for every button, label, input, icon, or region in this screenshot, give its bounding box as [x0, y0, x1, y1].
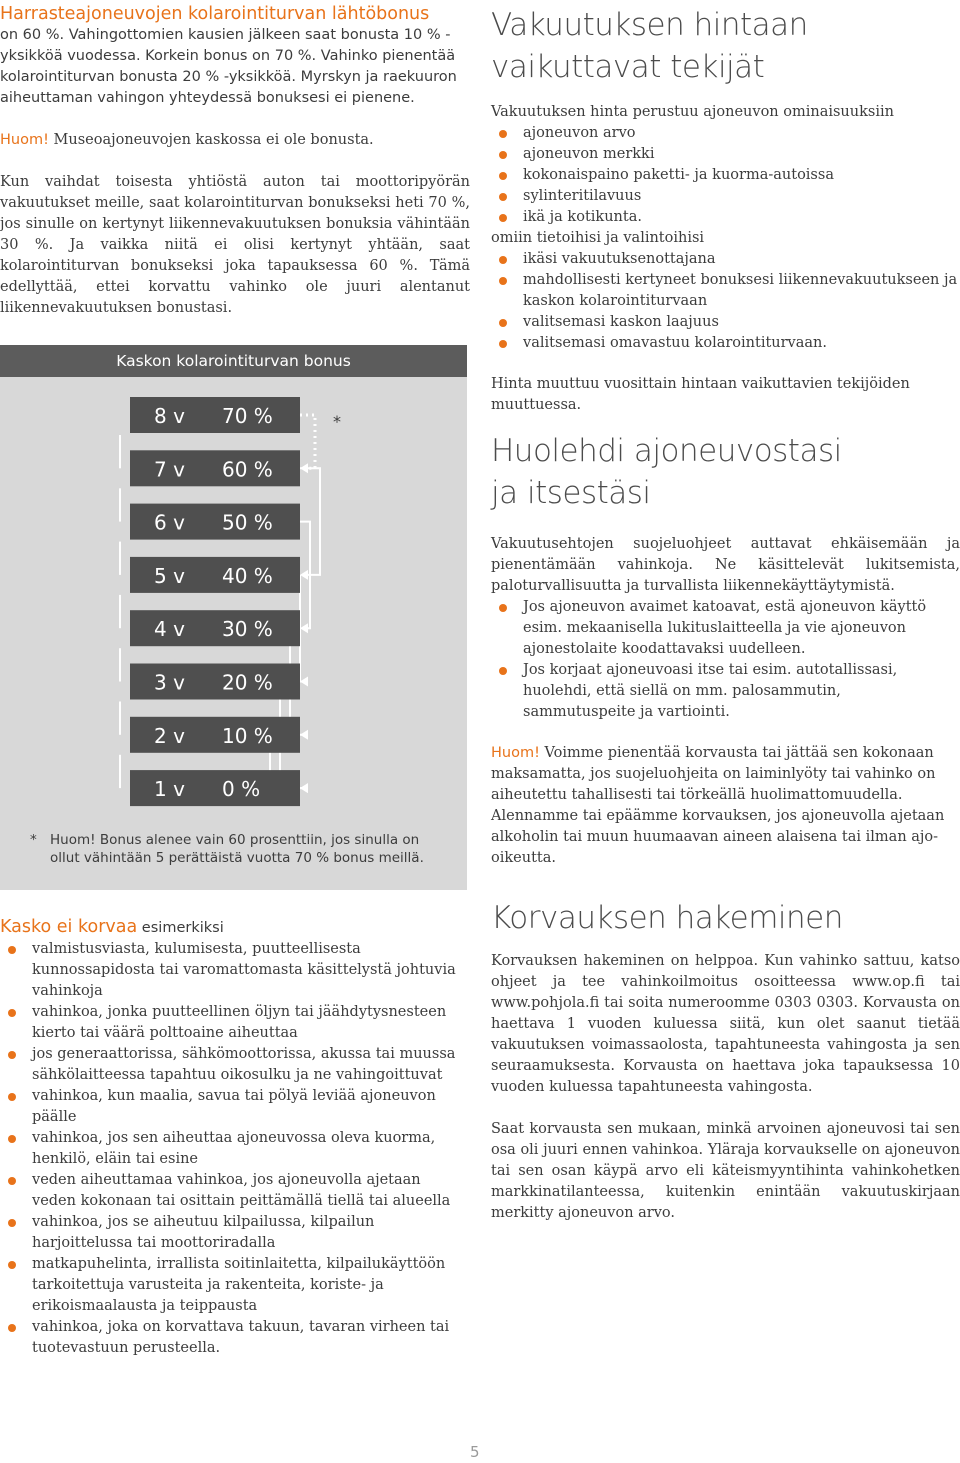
bonus-step-percent: 0 % [222, 777, 261, 802]
kasko-list-item: vahinkoa, jos sen aiheuttaa ajoneuvossa oleva kuorma, henkilö, eläin tai esine [0, 1128, 458, 1170]
kasko-heading-line [0, 917, 470, 939]
care-huom-label: Huom! [491, 745, 540, 761]
personal-factor-item: ikäsi vakuutuksenottajana [491, 249, 960, 270]
care-intro: Vakuutusehtojen suojeluohjeet auttavat ehkäisemään ja pienentämään vahinkoja. Ne käsittelevät lukitsemista, paloturvallisuutta ja turvallista liikennekäyttäytymistä. [491, 536, 960, 594]
chart-title: Kaskon kolarointiturvan bonus [0, 345, 467, 377]
huom-paragraph [0, 130, 470, 151]
bonus-step-years: 7 v [154, 457, 185, 482]
care-heading-line-1: Huolehdi ajoneuvostasi [491, 433, 842, 469]
care-heading [491, 430, 960, 514]
factors-intro: Vakuutuksen hinta perustuu ajoneuvon ominaisuuksiin [491, 104, 894, 120]
personal-intro: omiin tietoihisi ja valintoihisi [491, 230, 705, 246]
vehicle-factor-item: ikä ja kotikunta. [491, 207, 960, 228]
care-list-item: Jos korjaat ajoneuvoasi itse tai esim. autotallissasi, huolehdi, että siellä on mm. palosammutin, sammutuspeite ja vartiointi. [491, 660, 941, 723]
bonus-chart [0, 345, 467, 890]
care-huom-text: Voimme pienentää korvausta tai jättää sen kokonaan maksamatta, jos suojeluohjeita on laiminlyöty tai vahinko on aiheutettu tahallisesti tai törkeällä huolimattomuudella. Alennamme tai epäämme korvauksen, jos ajoneuvolla ajetaan alkoholin tai muun huumaavan aineen alaisena tai ilman ajo-oikeutta. [491, 745, 945, 866]
note-text: Huom! Bonus alenee vain 60 prosenttiin, jos sinulla on ollut vähintään 5 perättäistä vuotta 70 % bonus meillä. [50, 832, 424, 866]
vehicle-factor-item: kokonaispaino paketti- ja kuorma-autoissa [491, 165, 960, 186]
bonus-step-percent: 50 % [222, 510, 273, 535]
huom-text: Museoajoneuvojen kaskossa ei ole bonusta. [48, 132, 374, 148]
bonus-step-percent: 10 % [222, 723, 273, 748]
personal-factor-item: mahdollisesti kertyneet bonuksesi liikennevakuutukseen ja kaskon kolarointiturvaan [491, 270, 960, 312]
huom-label: Huom! [0, 132, 49, 148]
bonus-step-years: 3 v [154, 670, 185, 695]
care-list-item: Jos ajoneuvon avaimet katoavat, estä ajoneuvon käyttö esim. mekaanisella lukituslaitteella ja vie ajoneuvon ajonestolaite koodattavaksi uudelleen. [491, 597, 941, 660]
vehicle-factor-item: ajoneuvon merkki [491, 144, 960, 165]
note-star: * [30, 832, 37, 848]
price-change-text: Hinta muuttuu vuosittain hintaan vaikuttavien tekijöiden muuttuessa. [491, 376, 910, 413]
kasko-list-item: matkapuhelinta, irrallista soitinlaitetta, kilpailukäyttöön tarkoitettuja varusteita ja rakenteita, koriste- ja erikoismaalausta ja teippausta [0, 1254, 458, 1317]
kasko-subheading: esimerkiksi [137, 920, 224, 936]
bonus-step-years: 1 v [154, 777, 185, 802]
vehicle-factors-list [491, 123, 960, 228]
care-list [491, 597, 941, 723]
bonus-step-years: 6 v [154, 510, 185, 535]
factors-heading-line-2: vaikuttavat tekijät [491, 49, 765, 85]
kasko-list-item: vahinkoa, jonka puutteellinen öljyn tai jäähdytysnesteen kierto tai väärä polttoaine aiheuttaa [0, 1002, 458, 1044]
bonus-step-years: 5 v [154, 563, 185, 588]
kasko-list-item: vahinkoa, jos se aiheutuu kilpailussa, kilpailun harjoittelussa tai moottoriradalla [0, 1212, 458, 1254]
left-column [0, 4, 470, 1359]
claim-heading: Korvauksen hakeminen [491, 900, 843, 936]
bonus-step-percent: 40 % [222, 563, 273, 588]
bonus-step-percent: 70 % [222, 404, 273, 428]
personal-factor-item: valitsemasi kaskon laajuus [491, 312, 960, 333]
bonus-text: on 60 %. Vahingottomien kausien jälkeen saat bonusta 10 % -yksikköä vuodessa. Korkein bonus on 70 %. Vahinko pienentää kolarointiturvan bonusta 20 % -yksikköä. Myrskyn ja raekuuron aiheuttaman vahingon yhteydessä bonuksesi ei pienene. [0, 27, 457, 106]
care-heading-line-2: ja itsestäsi [491, 475, 651, 511]
step-down-line [300, 415, 315, 468]
bonus-step-years: 2 v [154, 723, 185, 748]
kasko-list-item: vahinkoa, joka on korvattava takuun, tavaran virheen tai tuotevastuun perusteella. [0, 1317, 458, 1359]
bonus-step-percent: 30 % [222, 617, 273, 642]
step-arrow-head [300, 783, 308, 793]
claim-text-2: Saat korvausta sen mukaan, minkä arvoinen ajoneuvosi tai sen osa oli juuri ennen vahinkoa. Yläraja korvaukselle on ajoneuvon tai sen osan käypä arvo eli käteismyyntihinta vahinkohetken markkinatilanteessa, kuitenkin enintään vakuutuskirjaan merkitty ajoneuvon arvo. [491, 1121, 960, 1221]
chart-note [30, 831, 450, 867]
kasko-list [0, 939, 458, 1359]
vehicle-factor-item: sylinteritilavuus [491, 186, 960, 207]
step-arrow-head [300, 570, 308, 580]
kasko-heading: Kasko ei korvaa [0, 917, 138, 937]
bonus-staircase [0, 377, 467, 857]
step-arrow-head [300, 730, 308, 740]
vehicle-factor-item: ajoneuvon arvo [491, 123, 960, 144]
right-column [491, 4, 960, 1224]
kasko-list-item: vahinkoa, kun maalia, savua tai pölyä leviää ajoneuvon päälle [0, 1086, 458, 1128]
bonus-step-years: 4 v [154, 617, 185, 642]
transfer-text: Kun vaihdat toisesta yhtiöstä auton tai moottoripyörän vakuutukset meille, saat kolarointiturvan bonukseksi heti 70 %, jos sinulle on kertynyt liikennevakuutuksen bonuksia vähintään 30 %. Ja vaikka niitä ei olisi kertynyt yhtään, saat kolarointiturvan bonukseksi joka tapauksessa 60 %. Tämä edellyttää, ettei korvattu vahinko ole juuri alentanut liikennevakuutuksen bonustasi. [0, 174, 470, 316]
page-number: 5 [470, 1443, 480, 1461]
claim-text-1: Korvauksen hakeminen on helppoa. Kun vahinko sattuu, katso ohjeet ja tee vahinkoilmoitus osoitteessa www.op.fi tai www.pohjola.fi tai soita numeroomme 0303 0303. Korvausta on haettava 1 vuoden kuluessa siitä, kun olet saanut tietää vakuutuksen voimassaolosta, tapahtuneesta vahingosta ja sen seuraamuksesta. Korvausta on haettava joka tapauksessa 10 vuoden kuluessa tapahtuneesta vahingosta. [491, 953, 960, 1095]
chart-star: * [333, 412, 341, 431]
personal-factors-list [491, 249, 960, 354]
bonus-step-percent: 20 % [222, 670, 273, 695]
bonus-step-percent: 60 % [222, 457, 273, 482]
care-huom-paragraph [491, 743, 960, 869]
personal-factor-item: valitsemasi omavastuu kolarointiturvaan. [491, 333, 960, 354]
kasko-list-item: veden aiheuttamaa vahinkoa, jos ajoneuvolla ajetaan veden kokonaan tai osittain peittämällä tiellä tai alueella [0, 1170, 458, 1212]
factors-heading-line-1: Vakuutuksen hintaan [491, 7, 808, 43]
kasko-list-item: valmistusviasta, kulumisesta, puutteellisesta kunnossapidosta tai varomattomasta käsittelystä johtuvia vahinkoja [0, 939, 458, 1002]
step-arrow-head [300, 677, 308, 687]
factors-heading [491, 4, 960, 88]
kasko-list-item: jos generaattorissa, sähkömoottorissa, akussa tai muussa sähkölaitteessa tapahtuu oikosulku ja ne vahingoittuvat [0, 1044, 458, 1086]
step-arrow-head [300, 623, 308, 633]
bonus-step-years: 8 v [154, 404, 185, 428]
bonus-heading: Harrasteajoneuvojen kolarointiturvan lähtöbonus [0, 4, 430, 24]
